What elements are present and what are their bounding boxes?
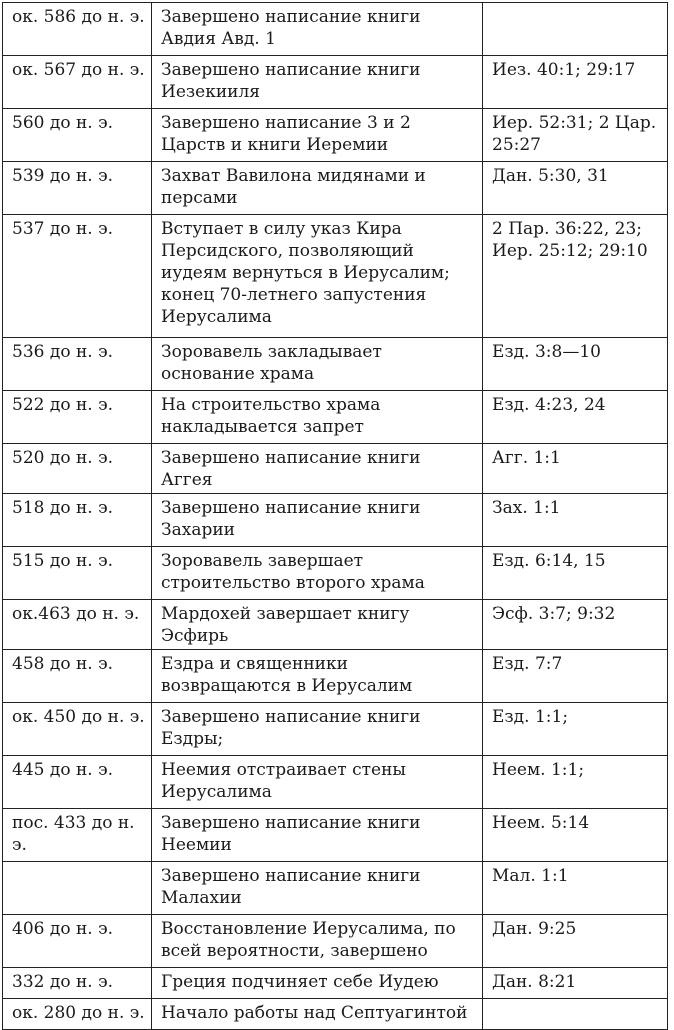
table-row: [3, 494, 668, 547]
event-cell: Завершено написание книги Иезекииля: [152, 56, 483, 109]
table-row: [3, 215, 668, 338]
table-row: [3, 650, 668, 703]
event-cell: Восстановление Иерусалима, по всей вероятности, завершено: [152, 915, 483, 968]
event-cell: Мардохей завершает книгу Эсфирь: [152, 600, 483, 650]
event-cell: Завершено написание книги Захарии: [152, 494, 483, 547]
table-row: [3, 999, 668, 1030]
table-row: [3, 915, 668, 968]
table-row: [3, 109, 668, 162]
event-cell: Завершено написание 3 и 2 Царств и книги Иеремии: [152, 109, 483, 162]
table-row: [3, 391, 668, 444]
table-row: [3, 56, 668, 109]
reference-cell: Езд. 6:14, 15: [483, 547, 668, 600]
reference-cell: Езд. 1:1;: [483, 703, 668, 756]
date-cell: 458 до н. э.: [3, 650, 152, 703]
event-cell: Завершено написание книги Неемии: [152, 809, 483, 862]
reference-cell: Езд. 4:23, 24: [483, 391, 668, 444]
date-cell: 536 до н. э.: [3, 338, 152, 391]
date-cell: 445 до н. э.: [3, 756, 152, 809]
reference-cell: Иер. 52:31; 2 Цар. 25:27: [483, 109, 668, 162]
reference-cell: [483, 3, 668, 56]
date-cell: ок. 567 до н. э.: [3, 56, 152, 109]
table-row: [3, 444, 668, 494]
table-row: [3, 862, 668, 915]
date-cell: 518 до н. э.: [3, 494, 152, 547]
event-cell: Зоровавель завершает строительство второго храма: [152, 547, 483, 600]
table-row: [3, 600, 668, 650]
chronology-table: [2, 2, 668, 1030]
event-cell: На строительство храма накладывается запрет: [152, 391, 483, 444]
event-cell: Завершено написание книги Малахии: [152, 862, 483, 915]
date-cell: пос. 433 до н. э.: [3, 809, 152, 862]
date-cell: 537 до н. э.: [3, 215, 152, 338]
date-cell: ок. 450 до н. э.: [3, 703, 152, 756]
reference-cell: [483, 999, 668, 1030]
event-cell: Начало работы над Септуагинтой: [152, 999, 483, 1030]
date-cell: ок. 586 до н. э.: [3, 3, 152, 56]
event-cell: Греция подчиняет себе Иудею: [152, 968, 483, 999]
reference-cell: Мал. 1:1: [483, 862, 668, 915]
table-row: [3, 756, 668, 809]
date-cell: [3, 862, 152, 915]
date-cell: 520 до н. э.: [3, 444, 152, 494]
table-row: [3, 547, 668, 600]
date-cell: 406 до н. э.: [3, 915, 152, 968]
event-cell: Завершено написание книги Ездры;: [152, 703, 483, 756]
event-cell: Ездра и священники возвращаются в Иерусалим: [152, 650, 483, 703]
reference-cell: Дан. 9:25: [483, 915, 668, 968]
reference-cell: Неем. 1:1;: [483, 756, 668, 809]
reference-cell: Зах. 1:1: [483, 494, 668, 547]
event-cell: Зоровавель закладывает основание храма: [152, 338, 483, 391]
reference-cell: Дан. 5:30, 31: [483, 162, 668, 215]
reference-cell: Дан. 8:21: [483, 968, 668, 999]
event-cell: Завершено написание книги Авдия Авд. 1: [152, 3, 483, 56]
date-cell: 560 до н. э.: [3, 109, 152, 162]
event-cell: Захват Вавилона мидянами и персами: [152, 162, 483, 215]
reference-cell: Езд. 7:7: [483, 650, 668, 703]
event-cell: Завершено написание книги Аггея: [152, 444, 483, 494]
event-cell: Вступает в силу указ Кира Персидского, позволяющий иудеям вернуться в Иерусалим; конец 70-летнего запустения Иерусалима: [152, 215, 483, 338]
table-row: [3, 703, 668, 756]
date-cell: 539 до н. э.: [3, 162, 152, 215]
reference-cell: 2 Пар. 36:22, 23; Иер. 25:12; 29:10: [483, 215, 668, 338]
date-cell: 515 до н. э.: [3, 547, 152, 600]
date-cell: ок. 280 до н. э.: [3, 999, 152, 1030]
event-cell: Неемия отстраивает стены Иерусалима: [152, 756, 483, 809]
table-row: [3, 3, 668, 56]
reference-cell: Агг. 1:1: [483, 444, 668, 494]
reference-cell: Неем. 5:14: [483, 809, 668, 862]
reference-cell: Иез. 40:1; 29:17: [483, 56, 668, 109]
reference-cell: Езд. 3:8—10: [483, 338, 668, 391]
table-row: [3, 162, 668, 215]
table-row: [3, 968, 668, 999]
date-cell: 332 до н. э.: [3, 968, 152, 999]
date-cell: ок.463 до н. э.: [3, 600, 152, 650]
reference-cell: Эсф. 3:7; 9:32: [483, 600, 668, 650]
table-row: [3, 338, 668, 391]
date-cell: 522 до н. э.: [3, 391, 152, 444]
table-row: [3, 809, 668, 862]
